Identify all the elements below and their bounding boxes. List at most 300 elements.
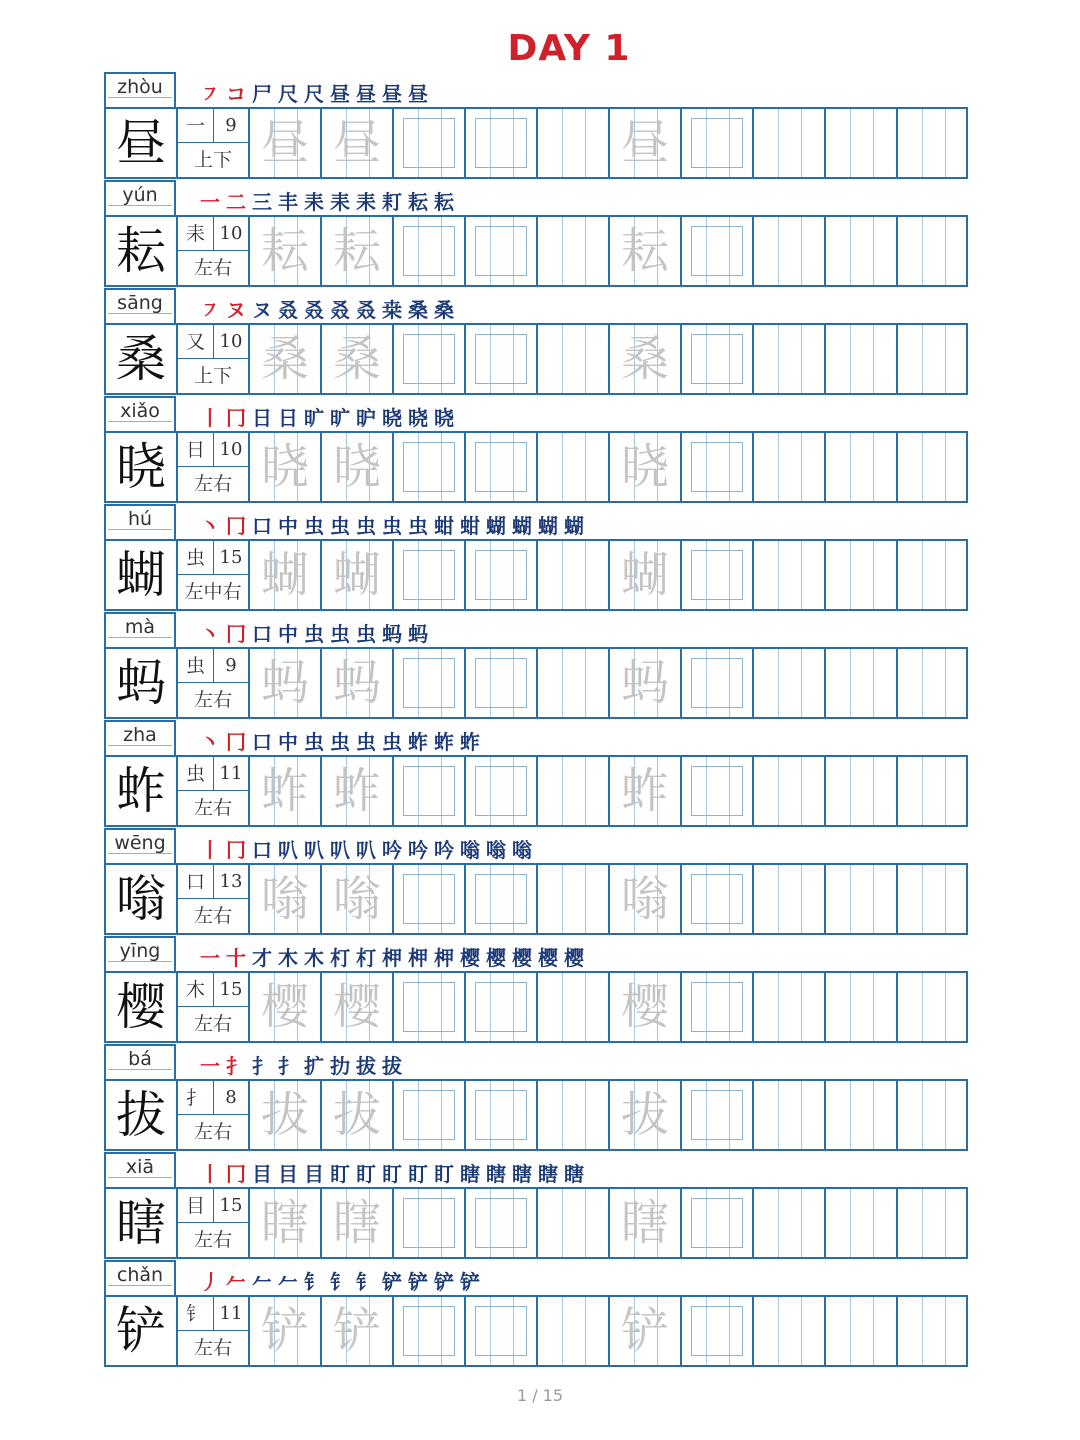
trace-cell[interactable]: [250, 433, 322, 501]
practice-cell[interactable]: [538, 217, 610, 285]
practice-cell[interactable]: [394, 1189, 466, 1257]
writing-square: [403, 550, 455, 600]
model-character: 昼: [106, 109, 178, 177]
pinyin-guide-line: [108, 961, 172, 962]
stroke-step: 铲: [434, 1270, 460, 1294]
trace-cell[interactable]: [250, 865, 322, 933]
trace-cell[interactable]: [322, 433, 394, 501]
stroke-step: 嗡: [486, 838, 512, 862]
practice-cell[interactable]: [754, 649, 826, 717]
stroke-step: 蝴: [564, 514, 590, 538]
stroke-step: コ: [226, 82, 252, 106]
trace-cell[interactable]: [610, 865, 682, 933]
trace-character: 蚱: [260, 763, 309, 819]
practice-cell[interactable]: [466, 1297, 538, 1365]
writing-square: [403, 1090, 455, 1140]
writing-square: [475, 1306, 527, 1356]
stroke-step: 虫: [408, 514, 434, 538]
practice-cell[interactable]: [466, 865, 538, 933]
trace-character: 晓: [260, 439, 309, 495]
practice-cell[interactable]: [682, 865, 754, 933]
practice-cell[interactable]: [826, 541, 898, 609]
writing-square: [403, 442, 455, 492]
stroke-step: 晓: [434, 406, 460, 430]
trace-cell[interactable]: [322, 973, 394, 1041]
trace-character: 蝴: [260, 547, 309, 603]
practice-cell[interactable]: [754, 865, 826, 933]
trace-character: 蚂: [620, 655, 669, 711]
writing-square: [691, 874, 743, 924]
pinyin-box: [104, 828, 176, 863]
stroke-step: 朾: [356, 946, 382, 970]
stroke-step: 虫: [330, 730, 356, 754]
practice-cell[interactable]: [754, 433, 826, 501]
practice-cell[interactable]: [826, 973, 898, 1041]
writing-grid: [104, 215, 968, 287]
stroke-step: 扩: [304, 1054, 330, 1078]
writing-square: [403, 658, 455, 708]
structure: 左中右: [184, 581, 242, 603]
stroke-step: 尺: [304, 82, 330, 106]
stroke-step: 耒: [356, 190, 382, 214]
practice-cell[interactable]: [466, 973, 538, 1041]
stroke-step: 口: [252, 730, 278, 754]
practice-cell[interactable]: [538, 541, 610, 609]
stroke-step: 三: [252, 190, 278, 214]
trace-cell[interactable]: [322, 1189, 394, 1257]
trace-cell[interactable]: [610, 325, 682, 393]
pinyin-box: [104, 180, 176, 215]
writing-square: [691, 118, 743, 168]
stroke-step: 冂: [226, 406, 252, 430]
stroke-step: 桑: [434, 298, 460, 322]
stroke-step: 冂: [226, 514, 252, 538]
trace-character: 晓: [620, 439, 669, 495]
writing-square: [403, 766, 455, 816]
practice-cell[interactable]: [682, 325, 754, 393]
practice-cell[interactable]: [898, 217, 970, 285]
stroke-step: 二: [226, 190, 252, 214]
stroke-step: 樱: [564, 946, 590, 970]
structure: 左右: [193, 1337, 232, 1359]
stroke-count: 15: [214, 1189, 248, 1223]
trace-character: 晓: [332, 439, 381, 495]
trace-cell[interactable]: [322, 217, 394, 285]
practice-cell[interactable]: [466, 325, 538, 393]
trace-cell[interactable]: [250, 325, 322, 393]
trace-character: 耘: [332, 223, 381, 279]
page-indicator: 1 / 15: [516, 1386, 564, 1405]
practice-cell[interactable]: [754, 325, 826, 393]
worksheet: [104, 72, 968, 1368]
stroke-step: 一: [200, 1054, 226, 1078]
model-character: 桑: [106, 325, 178, 393]
character-entry: [104, 396, 968, 504]
practice-cell[interactable]: [538, 649, 610, 717]
practice-cell[interactable]: [754, 1189, 826, 1257]
practice-cell[interactable]: [754, 973, 826, 1041]
practice-cell[interactable]: [538, 109, 610, 177]
stroke-step: 一: [200, 190, 226, 214]
practice-cell[interactable]: [394, 325, 466, 393]
stroke-order: [200, 834, 538, 864]
structure: 左右: [193, 905, 232, 927]
practice-cell[interactable]: [538, 433, 610, 501]
practice-cell[interactable]: [466, 757, 538, 825]
stroke-step: 盯: [434, 1162, 460, 1186]
character-info: [178, 325, 250, 393]
stroke-step: 丶: [200, 730, 226, 754]
practice-cell[interactable]: [538, 1297, 610, 1365]
stroke-step: 旷: [330, 406, 356, 430]
stroke-order: [200, 726, 486, 756]
radical: 耒: [178, 217, 214, 251]
stroke-step: 中: [278, 514, 304, 538]
trace-cell[interactable]: [250, 1081, 322, 1149]
practice-cell[interactable]: [394, 649, 466, 717]
stroke-step: 丶: [200, 622, 226, 646]
practice-cell[interactable]: [754, 1081, 826, 1149]
model-character: 瞎: [106, 1189, 178, 1257]
stroke-step: 虫: [304, 514, 330, 538]
practice-cell[interactable]: [466, 1189, 538, 1257]
stroke-count: 11: [214, 1297, 248, 1331]
pinyin: yīng: [119, 940, 161, 962]
trace-character: 桑: [260, 331, 309, 387]
character-info: [178, 541, 250, 609]
practice-cell[interactable]: [682, 1189, 754, 1257]
stroke-step: 丿: [200, 1270, 226, 1294]
trace-character: 铲: [260, 1303, 309, 1359]
writing-square: [403, 334, 455, 384]
radical: 虫: [178, 541, 214, 575]
stroke-step: 叒: [304, 298, 330, 322]
stroke-step: 樱: [460, 946, 486, 970]
character-info: [178, 433, 250, 501]
writing-grid: [104, 755, 968, 827]
radical: 一: [178, 109, 214, 143]
character-entry: [104, 504, 968, 612]
stroke-step: 耓: [382, 190, 408, 214]
practice-cell[interactable]: [682, 541, 754, 609]
practice-cell[interactable]: [754, 541, 826, 609]
practice-cell[interactable]: [826, 217, 898, 285]
pinyin: xiǎo: [120, 400, 160, 422]
practice-cell[interactable]: [682, 109, 754, 177]
practice-cell[interactable]: [898, 109, 970, 177]
writing-grid: [104, 539, 968, 611]
trace-cell[interactable]: [322, 865, 394, 933]
pinyin-box: [104, 72, 176, 107]
practice-cell[interactable]: [538, 757, 610, 825]
pinyin-box: [104, 504, 176, 539]
trace-cell[interactable]: [250, 109, 322, 177]
radical: 虫: [178, 757, 214, 791]
writing-grid: [104, 107, 968, 179]
practice-cell[interactable]: [898, 433, 970, 501]
stroke-step: 叭: [356, 838, 382, 862]
model-character: 蚂: [106, 649, 178, 717]
trace-cell[interactable]: [610, 433, 682, 501]
stroke-step: 铲: [382, 1270, 408, 1294]
practice-cell[interactable]: [826, 1081, 898, 1149]
practice-cell[interactable]: [898, 1081, 970, 1149]
stroke-step: 耘: [434, 190, 460, 214]
stroke-step: 昼: [330, 82, 356, 106]
stroke-step: 蚶: [460, 514, 486, 538]
practice-cell[interactable]: [826, 325, 898, 393]
practice-cell[interactable]: [466, 109, 538, 177]
stroke-count: 13: [214, 865, 248, 899]
practice-cell[interactable]: [754, 757, 826, 825]
stroke-count: 15: [214, 973, 248, 1007]
stroke-step: 丨: [200, 406, 226, 430]
stroke-count: 9: [214, 649, 248, 683]
stroke-step: 钅: [304, 1270, 330, 1294]
stroke-order: [200, 942, 590, 972]
stroke-step: 虫: [382, 730, 408, 754]
practice-cell[interactable]: [898, 973, 970, 1041]
stroke-step: 蚂: [408, 622, 434, 646]
stroke-step: 虫: [356, 622, 382, 646]
pinyin: wēng: [114, 832, 166, 854]
character-info: [178, 217, 250, 285]
practice-cell[interactable]: [538, 1081, 610, 1149]
trace-character: 拔: [620, 1087, 669, 1143]
stroke-order: [200, 510, 590, 540]
character-entry: [104, 720, 968, 828]
practice-cell[interactable]: [682, 649, 754, 717]
trace-cell[interactable]: [610, 1189, 682, 1257]
trace-cell[interactable]: [322, 541, 394, 609]
stroke-count: 9: [214, 109, 248, 143]
stroke-step: 扌: [252, 1054, 278, 1078]
character-entry: [104, 180, 968, 288]
stroke-step: 旷: [304, 406, 330, 430]
practice-cell[interactable]: [394, 541, 466, 609]
stroke-step: 吟: [408, 838, 434, 862]
stroke-step: 中: [278, 622, 304, 646]
pinyin-guide-line: [108, 853, 172, 854]
stroke-step: 昼: [356, 82, 382, 106]
stroke-step: 十: [226, 946, 252, 970]
model-character: 嗡: [106, 865, 178, 933]
page-title: DAY 1: [507, 28, 631, 69]
practice-cell[interactable]: [898, 757, 970, 825]
writing-square: [403, 874, 455, 924]
trace-character: 桑: [332, 331, 381, 387]
stroke-step: 叒: [278, 298, 304, 322]
trace-cell[interactable]: [250, 757, 322, 825]
practice-cell[interactable]: [898, 541, 970, 609]
writing-square: [475, 982, 527, 1032]
practice-cell[interactable]: [394, 1081, 466, 1149]
stroke-step: 中: [278, 730, 304, 754]
practice-cell[interactable]: [466, 217, 538, 285]
trace-cell[interactable]: [610, 1297, 682, 1365]
practice-cell[interactable]: [538, 325, 610, 393]
stroke-step: 叒: [330, 298, 356, 322]
practice-cell[interactable]: [682, 433, 754, 501]
trace-cell[interactable]: [250, 973, 322, 1041]
practice-cell[interactable]: [394, 1297, 466, 1365]
stroke-step: 蚱: [460, 730, 486, 754]
practice-cell[interactable]: [682, 973, 754, 1041]
stroke-step: 吟: [434, 838, 460, 862]
model-character: 晓: [106, 433, 178, 501]
trace-cell[interactable]: [610, 109, 682, 177]
trace-cell[interactable]: [250, 1297, 322, 1365]
writing-square: [691, 1198, 743, 1248]
practice-cell[interactable]: [826, 649, 898, 717]
character-info: [178, 865, 250, 933]
practice-cell[interactable]: [538, 1189, 610, 1257]
trace-cell[interactable]: [610, 1081, 682, 1149]
trace-cell[interactable]: [322, 1081, 394, 1149]
trace-cell[interactable]: [250, 541, 322, 609]
trace-cell[interactable]: [250, 1189, 322, 1257]
stroke-step: 目: [304, 1162, 330, 1186]
practice-cell[interactable]: [538, 865, 610, 933]
structure: 左右: [193, 689, 232, 711]
stroke-order: [200, 78, 434, 108]
trace-cell[interactable]: [250, 217, 322, 285]
pinyin: hú: [127, 508, 153, 530]
practice-cell[interactable]: [394, 109, 466, 177]
stroke-step: 盯: [356, 1162, 382, 1186]
writing-grid: [104, 647, 968, 719]
trace-cell[interactable]: [322, 325, 394, 393]
stroke-order: [200, 1050, 408, 1080]
stroke-step: 盯: [330, 1162, 356, 1186]
stroke-step: 𠂉: [278, 1270, 304, 1294]
trace-cell[interactable]: [610, 217, 682, 285]
practice-cell[interactable]: [394, 973, 466, 1041]
practice-cell[interactable]: [466, 649, 538, 717]
pinyin-guide-line: [108, 97, 172, 98]
practice-cell[interactable]: [466, 541, 538, 609]
radical: 虫: [178, 649, 214, 683]
pinyin-box: [104, 936, 176, 971]
trace-character: 桑: [620, 331, 669, 387]
practice-cell[interactable]: [898, 1297, 970, 1365]
pinyin-guide-line: [108, 529, 172, 530]
stroke-step: 嗡: [512, 838, 538, 862]
practice-cell[interactable]: [826, 865, 898, 933]
practice-cell[interactable]: [538, 973, 610, 1041]
trace-cell[interactable]: [610, 757, 682, 825]
practice-cell[interactable]: [682, 217, 754, 285]
practice-cell[interactable]: [898, 325, 970, 393]
writing-square: [691, 1090, 743, 1140]
pinyin-guide-line: [108, 205, 172, 206]
character-entry: [104, 936, 968, 1044]
stroke-step: 钅: [356, 1270, 382, 1294]
writing-grid: [104, 1295, 968, 1367]
stroke-count: 10: [214, 325, 248, 359]
practice-cell[interactable]: [826, 109, 898, 177]
stroke-step: ヌ: [252, 298, 278, 322]
writing-grid: [104, 971, 968, 1043]
writing-square: [691, 442, 743, 492]
practice-cell[interactable]: [466, 433, 538, 501]
model-character: 拔: [106, 1081, 178, 1149]
practice-cell[interactable]: [898, 649, 970, 717]
stroke-step: 扐: [330, 1054, 356, 1078]
writing-square: [403, 1198, 455, 1248]
practice-cell[interactable]: [754, 217, 826, 285]
practice-cell[interactable]: [898, 1189, 970, 1257]
stroke-step: 昼: [408, 82, 434, 106]
stroke-step: 丨: [200, 1162, 226, 1186]
stroke-step: 蝴: [538, 514, 564, 538]
trace-cell[interactable]: [610, 973, 682, 1041]
pinyin-guide-line: [108, 1285, 172, 1286]
character-entry: [104, 288, 968, 396]
trace-cell[interactable]: [610, 649, 682, 717]
stroke-step: 口: [252, 838, 278, 862]
stroke-order: [200, 618, 434, 648]
practice-cell[interactable]: [394, 757, 466, 825]
practice-cell[interactable]: [466, 1081, 538, 1149]
practice-cell[interactable]: [826, 757, 898, 825]
stroke-step: 日: [278, 406, 304, 430]
trace-cell[interactable]: [250, 649, 322, 717]
stroke-step: 虫: [356, 730, 382, 754]
radical: 日: [178, 433, 214, 467]
writing-square: [403, 118, 455, 168]
stroke-step: 丨: [200, 838, 226, 862]
trace-cell[interactable]: [322, 757, 394, 825]
writing-grid: [104, 431, 968, 503]
stroke-step: 虫: [382, 514, 408, 538]
trace-cell[interactable]: [322, 109, 394, 177]
stroke-step: 口: [252, 514, 278, 538]
trace-character: 昼: [620, 115, 669, 171]
model-character: 铲: [106, 1297, 178, 1365]
pinyin-box: [104, 288, 176, 323]
practice-cell[interactable]: [394, 865, 466, 933]
writing-square: [403, 1306, 455, 1356]
stroke-step: 耒: [304, 190, 330, 214]
stroke-step: 瞎: [512, 1162, 538, 1186]
practice-cell[interactable]: [394, 217, 466, 285]
pinyin-box: [104, 1260, 176, 1295]
practice-cell[interactable]: [682, 757, 754, 825]
practice-cell[interactable]: [898, 865, 970, 933]
trace-cell[interactable]: [322, 649, 394, 717]
practice-cell[interactable]: [682, 1081, 754, 1149]
practice-cell[interactable]: [682, 1297, 754, 1365]
structure: 左右: [193, 257, 232, 279]
trace-character: 耘: [620, 223, 669, 279]
writing-square: [691, 1306, 743, 1356]
practice-cell[interactable]: [394, 433, 466, 501]
practice-cell[interactable]: [826, 1297, 898, 1365]
radical: 钅: [178, 1297, 214, 1331]
practice-cell[interactable]: [754, 1297, 826, 1365]
trace-character: 昼: [260, 115, 309, 171]
trace-character: 瞎: [620, 1195, 669, 1251]
practice-cell[interactable]: [754, 109, 826, 177]
stroke-step: 叭: [278, 838, 304, 862]
writing-grid: [104, 863, 968, 935]
stroke-step: 冂: [226, 622, 252, 646]
trace-cell[interactable]: [610, 541, 682, 609]
practice-cell[interactable]: [826, 433, 898, 501]
practice-cell[interactable]: [826, 1189, 898, 1257]
trace-cell[interactable]: [322, 1297, 394, 1365]
